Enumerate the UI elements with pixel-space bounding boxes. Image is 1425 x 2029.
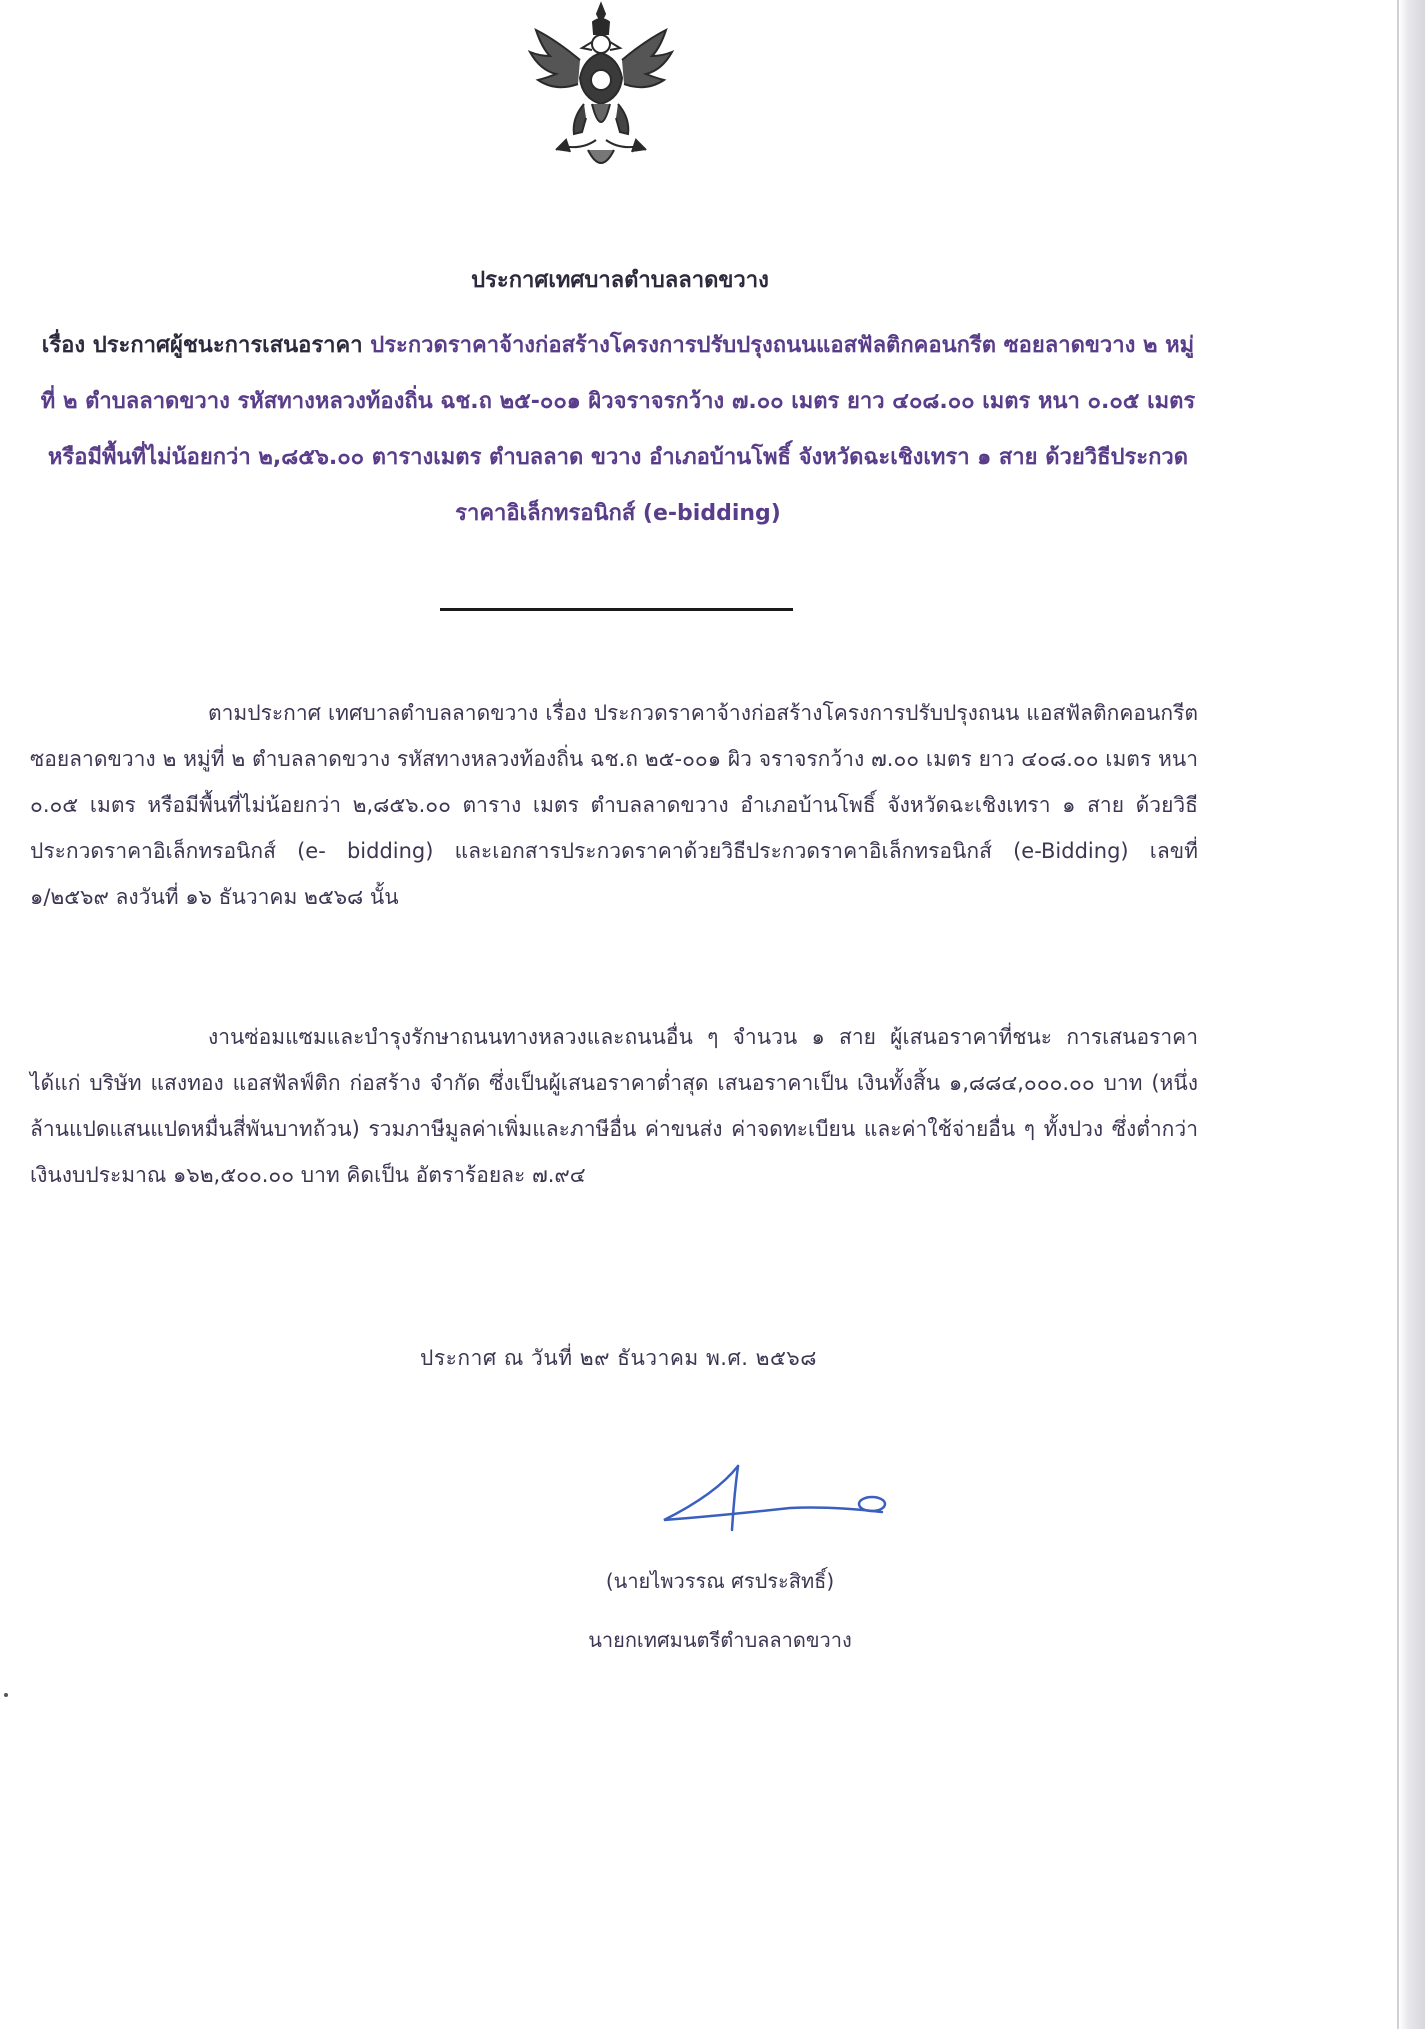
paragraph-2-text: งานซ่อมแซมและบำรุงรักษาถนนทางหลวงและถนนอื่น ๆ จำนวน ๑ สาย ผู้เสนอราคาที่ชนะ การเสนอราคา ได้แก่ บริษัท แสงทอง แอสฟัลฟ์ติก ก่อสร้าง จำกัด ซึ่งเป็นผู้เสนอราคาต่ำสุด เสนอราคาเป็น เงินทั้งสิ้น ๑,๘๘๔,๐๐๐.๐๐ บาท (หนึ่งล้านแปดแสนแปดหมื่นสี่พันบาทถ้วน) รวมภาษีมูลค่าเพิ่มและภาษีอื่น ค่าขนส่ง ค่าจดทะเบียน และค่าใช้จ่ายอื่น ๆ ทั้งปวง ซึ่งต่ำกว่าเงินงบประมาณ ๑๖๒,๕๐๐.๐๐ บาท คิดเป็น อัตราร้อยละ ๗.๙๔ xyxy=(30,1025,1198,1187)
paragraph-1-text: ตามประกาศ เทศบาลตำบลลาดขวาง เรื่อง ประกวดราคาจ้างก่อสร้างโครงการปรับปรุงถนน แอสฟัลติกคอนกรีต ซอยลาดขวาง ๒ หมู่ที่ ๒ ตำบลลาดขวาง รหัสทางหลวงท้องถิ่น ฉช.ถ ๒๕-๐๐๑ ผิว จราจรกว้าง ๗.๐๐ เมตร ยาว ๔๐๘.๐๐ เมตร หนา ๐.๐๕ เมตร หรือมีพื้นที่ไม่น้อยกว่า ๒,๘๕๖.๐๐ ตาราง เมตร ตำบลลาดขวาง อำเภอบ้านโพธิ์ จังหวัดฉะเชิงเทรา ๑ สาย ด้วยวิธีประกวดราคาอิเล็กทรอนิกส์ (e- bidding) และเอกสารประกวดราคาด้วยวิธีประกวดราคาอิเล็กทรอนิกส์ (e-Bidding) เลขที่ ๑/๒๕๖๙ ลงวันที่ ๑๖ ธันวาคม ๒๕๖๘ นั้น xyxy=(30,701,1198,909)
scan-speck xyxy=(4,1693,8,1697)
paragraph-winner-details xyxy=(30,1014,1198,1198)
signer-title: นายกเทศมนตรีตำบลลาดขวาง xyxy=(588,1628,852,1652)
paragraph-announcement-reference xyxy=(30,690,1198,920)
signature-image xyxy=(620,1450,920,1560)
title-divider xyxy=(440,608,793,611)
org-title: ประกาศเทศบาลตำบลลาดขวาง xyxy=(471,268,769,293)
garuda-emblem-icon xyxy=(522,0,680,190)
signer-name: (นายไพวรรณ ศรประสิทธิ์) xyxy=(605,1569,835,1593)
page-shadow xyxy=(1399,0,1425,2029)
subject-heading xyxy=(38,318,1198,542)
subject-prefix: เรื่อง ประกาศผู้ชนะการเสนอราคา xyxy=(41,333,363,358)
subject-body: ประกวดราคาจ้างก่อสร้างโครงการปรับปรุงถนนแอสฟัลติกคอนกรีต ซอยลาดขวาง ๒ หมู่ที่ ๒ ตำบลลาดขวาง รหัสทางหลวงท้องถิ่น ฉช.ถ ๒๕-๐๐๑ ผิวจราจรกว้าง ๗.๐๐ เมตร ยาว ๔๐๘.๐๐ เมตร หนา ๐.๐๕ เมตร หรือมีพื้นที่ไม่น้อยกว่า ๒,๘๕๖.๐๐ ตารางเมตร ตำบลลาด ขวาง อำเภอบ้านโพธิ์ จังหวัดฉะเชิงเทรา ๑ สาย ด้วยวิธีประกวดราคาอิเล็กทรอนิกส์ (e-bidding) xyxy=(40,333,1196,526)
announcement-date: ประกาศ ณ วันที่ ๒๙ ธันวาคม พ.ศ. ๒๕๖๘ xyxy=(420,1346,817,1370)
